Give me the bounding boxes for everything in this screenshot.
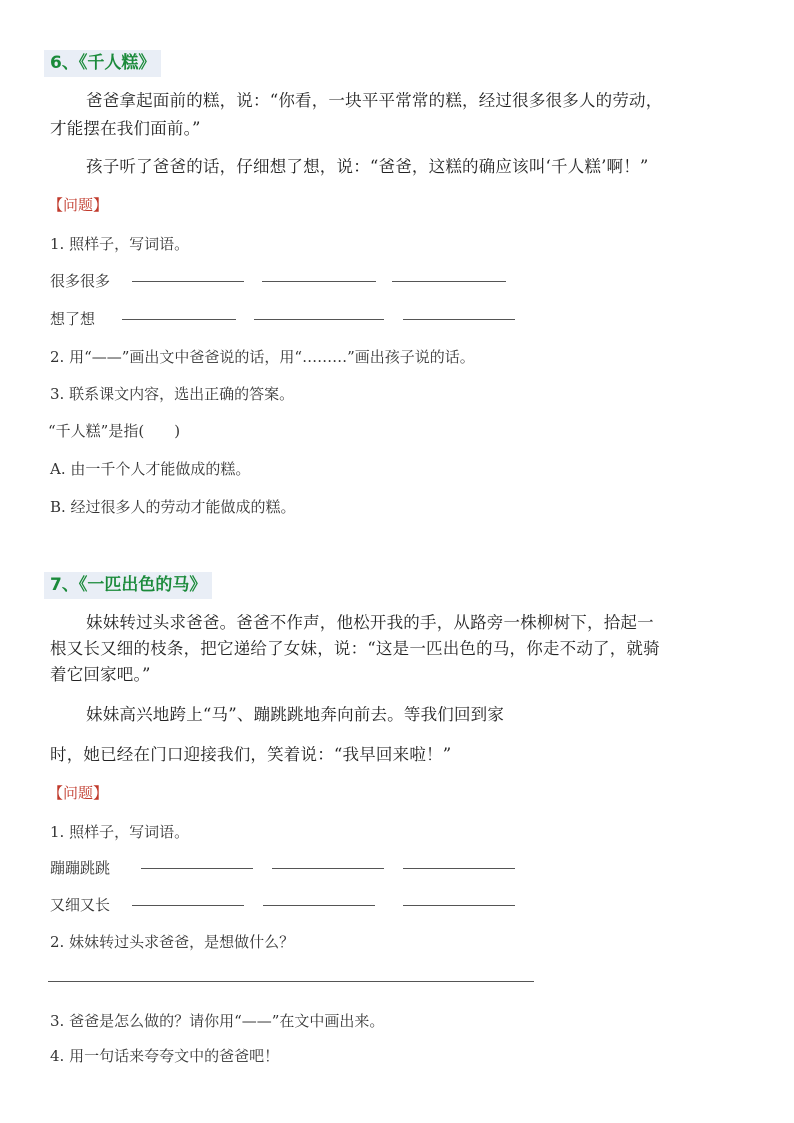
s7-blank-2b[interactable] <box>263 905 375 906</box>
s6-option-b: B. 经过很多人的劳动才能做成的糕。 <box>50 498 296 516</box>
s6-blank-2c[interactable] <box>403 319 515 320</box>
s6-question-1: 1. 照样子，写词语。 <box>50 235 190 253</box>
s7-question-3: 3. 爸爸是怎么做的？请你用“——”在文中画出来。 <box>50 1012 385 1030</box>
s7-paragraph-1-line-2: 根又长又细的枝条，把它递给了女妹，说：“这是一匹出色的马，你走不动了，就骑 <box>50 639 660 658</box>
s7-blank-1c[interactable] <box>403 868 515 869</box>
s7-blank-2a[interactable] <box>132 905 244 906</box>
s6-blank-1a[interactable] <box>132 281 244 282</box>
s6-paragraph-2: 孩子听了爸爸的话，仔细想了想，说：“爸爸，这糕的确应该叫‘千人糕’啊！” <box>86 157 649 176</box>
s7-blank-1b[interactable] <box>272 868 384 869</box>
s7-question-tag: 【问题】 <box>48 784 109 802</box>
s6-blank-1b[interactable] <box>262 281 376 282</box>
s7-answer-line[interactable] <box>48 981 534 982</box>
section-6-title: 6、《千人糕》 <box>44 50 161 77</box>
s6-question-3-stem: “千人糕”是指( ) <box>48 422 181 440</box>
section-7-title: 7、《一匹出色的马》 <box>44 572 212 599</box>
s6-word-example-1: 很多很多 <box>50 272 111 290</box>
s6-paragraph-1-line-1: 爸爸拿起面前的糕，说：“你看，一块平平常常的糕，经过很多很多人的劳动， <box>86 91 663 110</box>
s7-question-4: 4. 用一句话来夸夸文中的爸爸吧！ <box>50 1047 280 1065</box>
s6-blank-1c[interactable] <box>392 281 506 282</box>
s6-question-2: 2. 用“——”画出文中爸爸说的话，用“………”画出孩子说的话。 <box>50 348 475 366</box>
s6-word-example-2: 想了想 <box>50 310 96 328</box>
s7-question-1: 1. 照样子，写词语。 <box>50 823 190 841</box>
s6-question-3: 3. 联系课文内容，选出正确的答案。 <box>50 385 295 403</box>
s6-option-a: A. 由一千个人才能做成的糕。 <box>50 460 251 478</box>
s7-question-2: 2. 妹妹转过头求爸爸，是想做什么？ <box>50 933 295 951</box>
s6-paragraph-1-line-2: 才能摆在我们面前。” <box>50 119 201 138</box>
s6-blank-2a[interactable] <box>122 319 236 320</box>
s7-paragraph-1-line-3: 着它回家吧。” <box>50 665 151 684</box>
s7-paragraph-2-line-1: 妹妹高兴地跨上“马”、蹦跳跳地奔向前去。等我们回到家 <box>86 705 505 724</box>
s7-word-example-1: 蹦蹦跳跳 <box>50 859 111 877</box>
s7-blank-1a[interactable] <box>141 868 253 869</box>
s7-paragraph-2-line-2: 时，她已经在门口迎接我们，笑着说：“我早回来啦！” <box>50 745 452 764</box>
s7-paragraph-1-line-1: 妹妹转过头求爸爸。爸爸不作声，他松开我的手，从路旁一株柳树下，拾起一 <box>86 613 654 632</box>
s7-blank-2c[interactable] <box>403 905 515 906</box>
s6-blank-2b[interactable] <box>254 319 384 320</box>
s6-question-tag: 【问题】 <box>48 196 109 214</box>
s7-word-example-2: 又细又长 <box>50 896 111 914</box>
